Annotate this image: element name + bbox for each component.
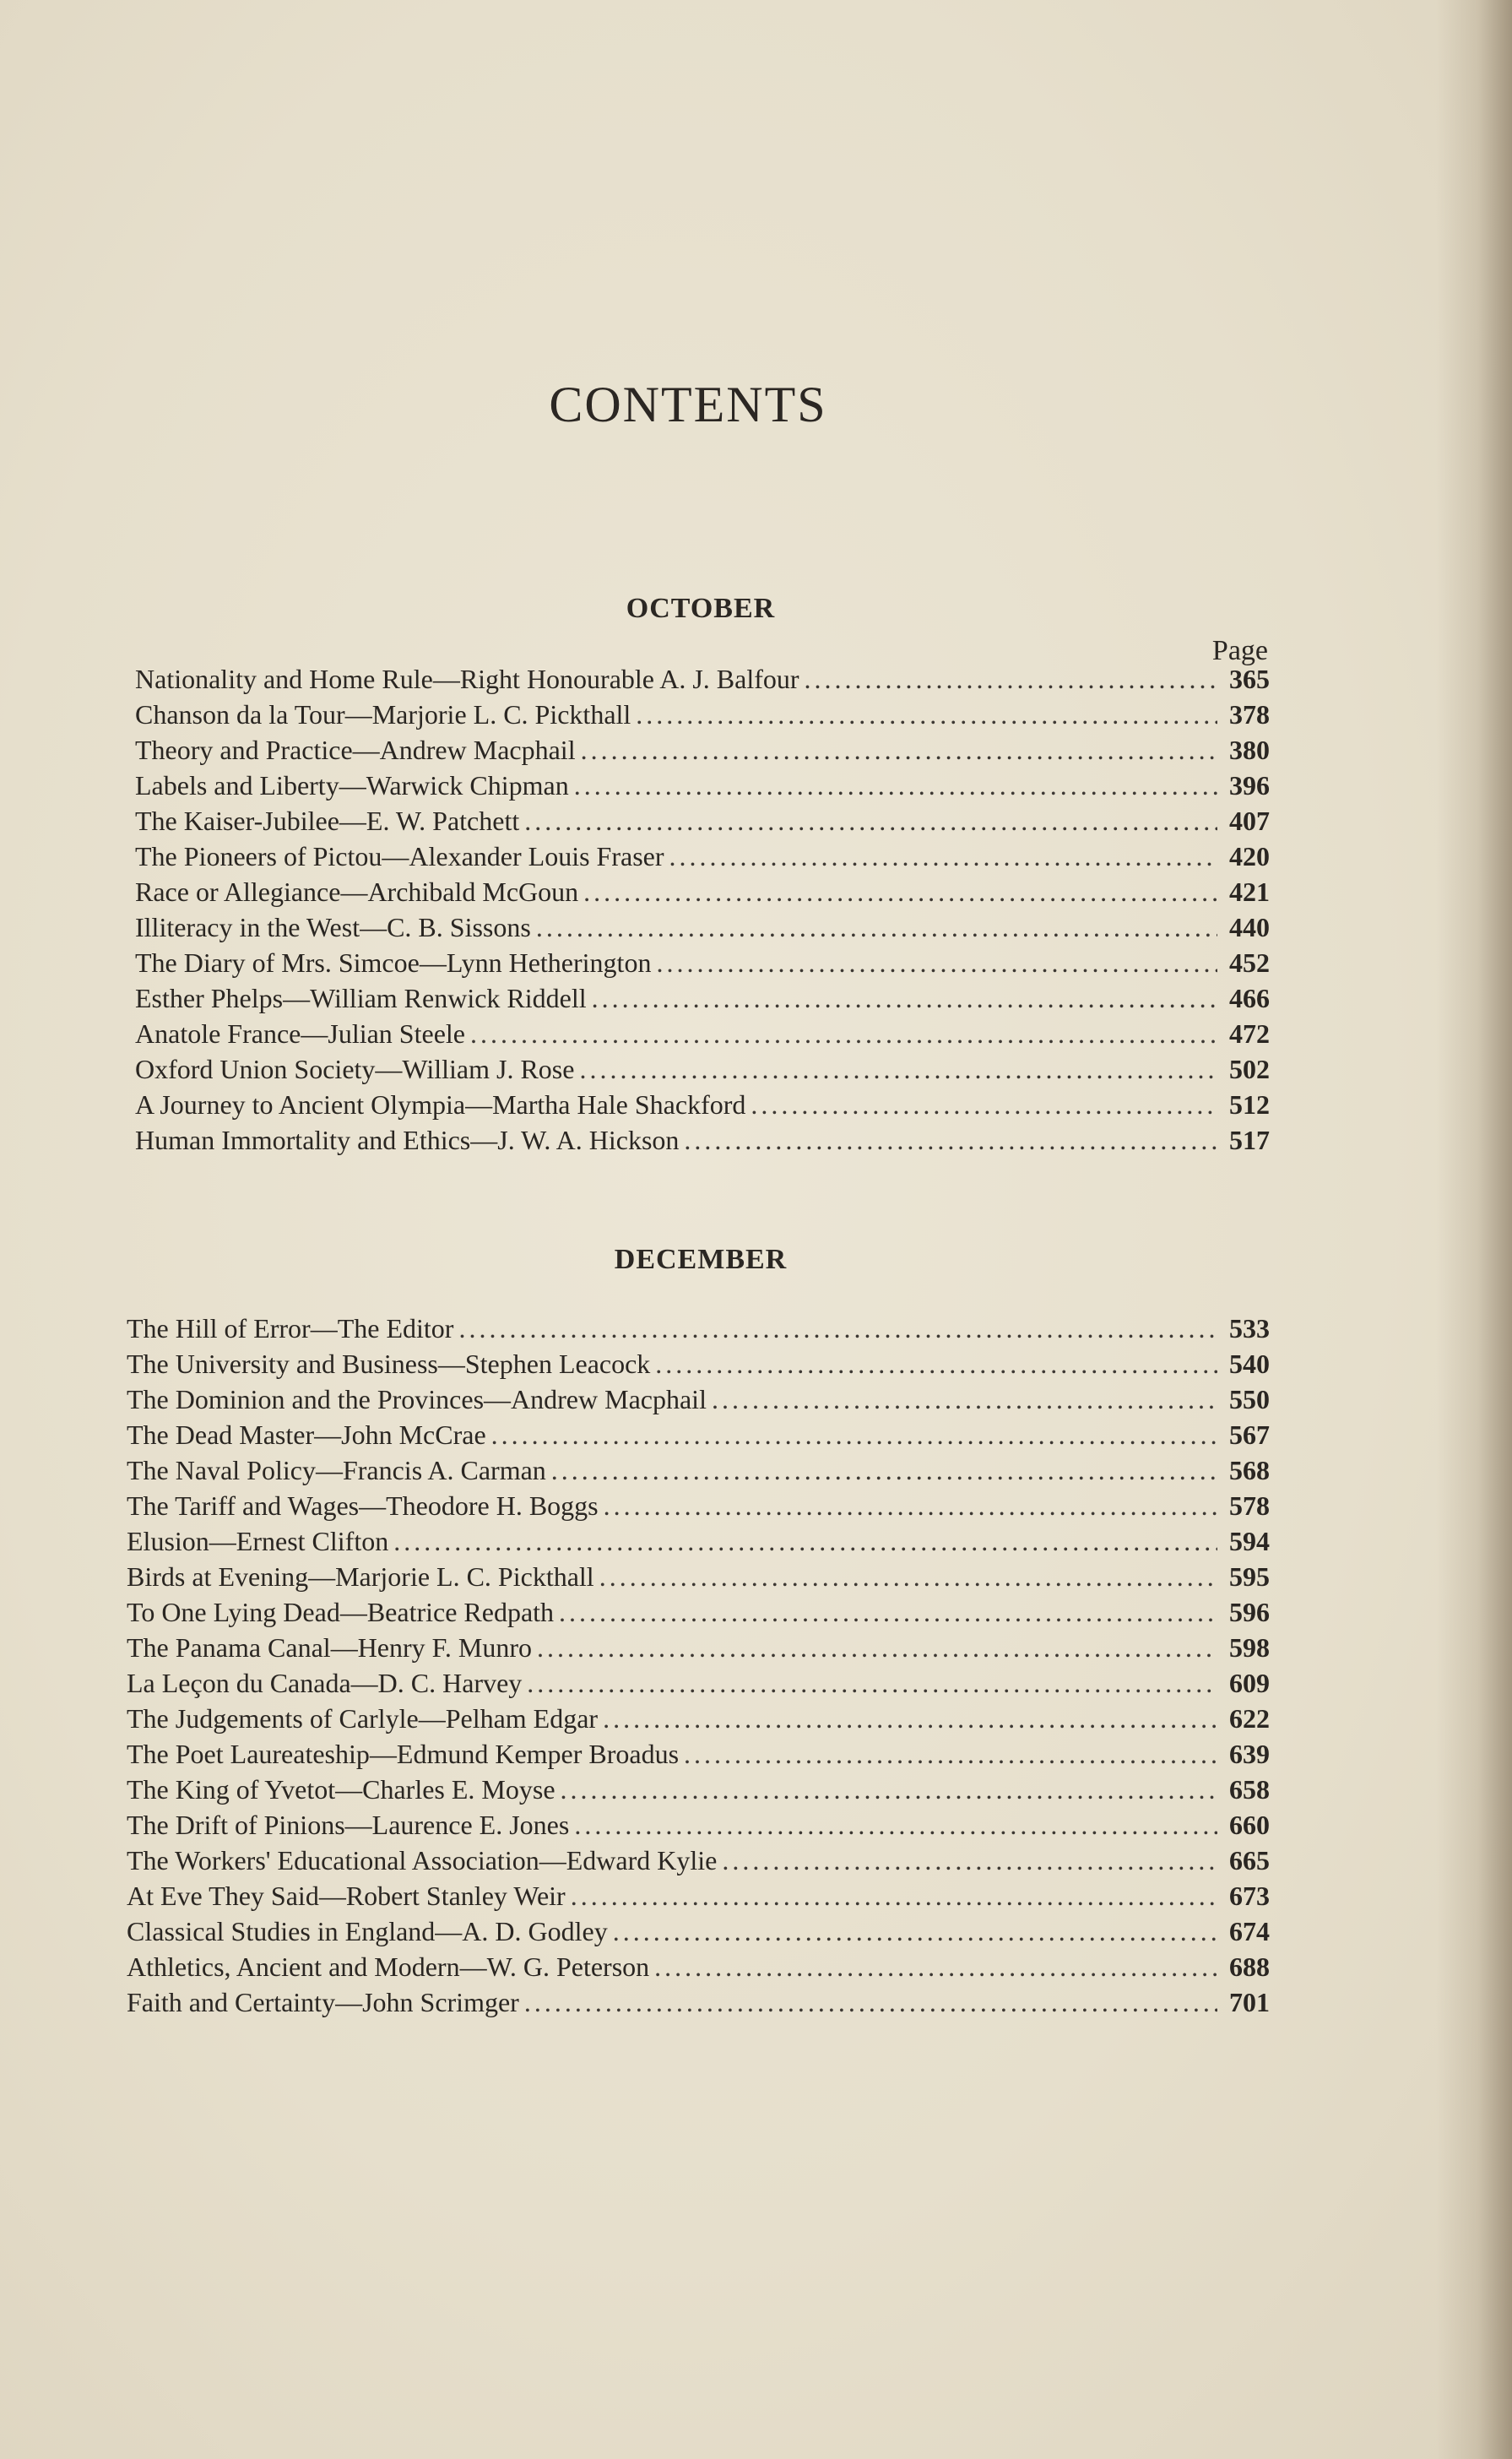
page-column-label: Page xyxy=(1211,635,1268,666)
toc-entry-title: La Leçon du Canada—D. C. Harvey xyxy=(127,1668,523,1698)
toc-entry xyxy=(127,1346,1270,1381)
toc-entry-title: The Judgements of Carlyle—Pelham Edgar xyxy=(127,1703,599,1734)
toc-entry xyxy=(127,1311,1270,1346)
toc-entry xyxy=(127,1701,1270,1736)
toc-entry xyxy=(127,1417,1270,1452)
toc-entry-title: At Eve They Said—Robert Stanley Weir xyxy=(127,1881,566,1911)
toc-entry-page: 665 xyxy=(1229,1845,1270,1875)
toc-entry-title: Athletics, Ancient and Modern—W. G. Peterson xyxy=(127,1951,650,1982)
dot-leader xyxy=(537,1630,1217,1665)
toc-entry xyxy=(135,1051,1270,1087)
toc-entry xyxy=(127,1559,1270,1594)
toc-entry-title: The Dead Master—John McCrae xyxy=(127,1419,486,1450)
toc-entry-title: Elusion—Ernest Clifton xyxy=(127,1526,389,1556)
toc-entry-page: 378 xyxy=(1229,699,1270,730)
dot-leader xyxy=(393,1523,1217,1559)
toc-entry-title: The Pioneers of Pictou—Alexander Louis Fraser xyxy=(135,841,664,871)
dot-leader xyxy=(592,980,1217,1016)
toc-entry-title: The Drift of Pinions—Laurence E. Jones xyxy=(127,1810,570,1840)
dot-leader xyxy=(669,839,1217,874)
toc-entry-page: 452 xyxy=(1229,947,1270,978)
toc-entry xyxy=(127,1381,1270,1417)
dot-leader xyxy=(712,1381,1217,1417)
dot-leader xyxy=(636,697,1217,732)
toc-entry-title: Race or Allegiance—Archibald McGoun xyxy=(135,877,579,907)
toc-entry-page: 622 xyxy=(1229,1703,1270,1734)
toc-entry-title: Anatole France—Julian Steele xyxy=(135,1018,465,1049)
dot-leader xyxy=(551,1452,1217,1488)
toc-entry-page: 658 xyxy=(1229,1774,1270,1805)
dot-leader xyxy=(613,1913,1217,1949)
dot-leader xyxy=(654,1949,1217,1984)
toc-entry-title: The King of Yvetot—Charles E. Moyse xyxy=(127,1774,555,1805)
dot-leader xyxy=(603,1701,1217,1736)
dot-leader xyxy=(684,1122,1217,1158)
dot-leader xyxy=(751,1087,1217,1122)
toc-entry-title: The Poet Laureateship—Edmund Kemper Broadus xyxy=(127,1739,680,1769)
section-heading-october: OCTOBER xyxy=(626,593,776,624)
toc-entry-page: 396 xyxy=(1229,770,1270,801)
toc-entry-page: 420 xyxy=(1229,841,1270,871)
page-title: CONTENTS xyxy=(549,377,827,432)
dot-leader xyxy=(561,1772,1217,1807)
toc-entry-title: The Tariff and Wages—Theodore H. Boggs xyxy=(127,1490,599,1521)
toc-entry-title: Theory and Practice—Andrew Macphail xyxy=(135,735,576,765)
toc-entry xyxy=(127,1736,1270,1772)
toc-entry-page: 380 xyxy=(1229,735,1270,765)
toc-entry xyxy=(127,1630,1270,1665)
toc-entry-title: The University and Business—Stephen Leacock xyxy=(127,1349,651,1379)
dot-leader xyxy=(527,1665,1217,1701)
toc-entry-page: 673 xyxy=(1229,1881,1270,1911)
toc-entry-page: 701 xyxy=(1229,1987,1270,2017)
toc-entry xyxy=(135,697,1270,732)
toc-entry-page: 512 xyxy=(1229,1089,1270,1120)
dot-leader xyxy=(722,1843,1217,1878)
toc-entry-page: 596 xyxy=(1229,1597,1270,1627)
toc-entry-page: 567 xyxy=(1229,1419,1270,1450)
toc-entry xyxy=(135,768,1270,803)
toc-entry xyxy=(127,1452,1270,1488)
dot-leader xyxy=(805,661,1217,697)
toc-entry-title: Classical Studies in England—A. D. Godley xyxy=(127,1916,608,1946)
toc-entry-page: 365 xyxy=(1229,664,1270,694)
toc-entry-page: 550 xyxy=(1229,1384,1270,1414)
toc-entry-page: 609 xyxy=(1229,1668,1270,1698)
toc-entry xyxy=(127,1878,1270,1913)
toc-entry-title: A Journey to Ancient Olympia—Martha Hale Shackford xyxy=(135,1089,746,1120)
toc-entry-title: Faith and Certainty—John Scrimger xyxy=(127,1987,519,2017)
toc-list-october xyxy=(135,661,1270,1158)
toc-entry xyxy=(135,839,1270,874)
dot-leader xyxy=(559,1594,1217,1630)
toc-entry-title: Esther Phelps—William Renwick Riddell xyxy=(135,983,587,1013)
dot-leader xyxy=(579,1051,1217,1087)
dot-leader xyxy=(684,1736,1217,1772)
toc-entry-title: The Naval Policy—Francis A. Carman xyxy=(127,1455,546,1485)
toc-entry xyxy=(135,874,1270,909)
dot-leader xyxy=(458,1311,1217,1346)
toc-entry-title: To One Lying Dead—Beatrice Redpath xyxy=(127,1597,555,1627)
toc-entry-page: 472 xyxy=(1229,1018,1270,1049)
toc-entry-page: 688 xyxy=(1229,1951,1270,1982)
toc-entry-title: The Dominion and the Provinces—Andrew Macphail xyxy=(127,1384,707,1414)
toc-entry xyxy=(135,1087,1270,1122)
toc-entry xyxy=(127,1807,1270,1843)
dot-leader xyxy=(524,1984,1217,2020)
dot-leader xyxy=(583,874,1217,909)
toc-entry xyxy=(127,1843,1270,1878)
dot-leader xyxy=(574,1807,1217,1843)
dot-leader xyxy=(536,909,1217,945)
toc-entry-page: 594 xyxy=(1229,1526,1270,1556)
toc-entry xyxy=(127,1913,1270,1949)
dot-leader xyxy=(599,1559,1217,1594)
dot-leader xyxy=(571,1878,1217,1913)
toc-entry-page: 674 xyxy=(1229,1916,1270,1946)
toc-entry-title: Human Immortality and Ethics—J. W. A. Hickson xyxy=(135,1125,680,1155)
toc-entry-page: 407 xyxy=(1229,806,1270,836)
toc-entry-title: Labels and Liberty—Warwick Chipman xyxy=(135,770,569,801)
toc-entry-title: The Diary of Mrs. Simcoe—Lynn Hetherington xyxy=(135,947,652,978)
toc-entry xyxy=(135,1122,1270,1158)
toc-entry xyxy=(135,732,1270,768)
toc-entry xyxy=(127,1488,1270,1523)
toc-entry-page: 533 xyxy=(1229,1313,1270,1343)
toc-entry-title: The Hill of Error—The Editor xyxy=(127,1313,454,1343)
toc-entry xyxy=(127,1665,1270,1701)
dot-leader xyxy=(491,1417,1217,1452)
dot-leader xyxy=(470,1016,1217,1051)
dot-leader xyxy=(574,768,1217,803)
toc-entry-page: 595 xyxy=(1229,1561,1270,1592)
dot-leader xyxy=(581,732,1217,768)
toc-entry xyxy=(127,1772,1270,1807)
toc-entry xyxy=(127,1949,1270,1984)
toc-entry xyxy=(135,661,1270,697)
toc-entry-page: 466 xyxy=(1229,983,1270,1013)
toc-entry xyxy=(135,980,1270,1016)
toc-entry-page: 540 xyxy=(1229,1349,1270,1379)
toc-entry-title: Chanson da la Tour—Marjorie L. C. Pickthall xyxy=(135,699,631,730)
dot-leader xyxy=(655,1346,1217,1381)
dot-leader xyxy=(604,1488,1217,1523)
toc-entry-title: Nationality and Home Rule—Right Honourable A. J. Balfour xyxy=(135,664,799,694)
section-heading-december: DECEMBER xyxy=(614,1244,788,1275)
page-edge-shadow xyxy=(1436,0,1512,2459)
toc-entry xyxy=(127,1984,1270,2020)
toc-entry-page: 598 xyxy=(1229,1632,1270,1663)
toc-entry-title: Illiteracy in the West—C. B. Sissons xyxy=(135,912,531,942)
toc-entry-page: 421 xyxy=(1229,877,1270,907)
toc-entry xyxy=(127,1594,1270,1630)
toc-entry-page: 639 xyxy=(1229,1739,1270,1769)
toc-entry-title: The Panama Canal—Henry F. Munro xyxy=(127,1632,532,1663)
toc-entry xyxy=(135,909,1270,945)
toc-entry-page: 502 xyxy=(1229,1054,1270,1084)
dot-leader xyxy=(656,945,1217,980)
toc-list-december xyxy=(127,1311,1270,2020)
toc-entry xyxy=(135,945,1270,980)
toc-entry xyxy=(135,1016,1270,1051)
toc-entry-title: The Kaiser-Jubilee—E. W. Patchett xyxy=(135,806,520,836)
toc-entry-page: 517 xyxy=(1229,1125,1270,1155)
toc-entry xyxy=(135,803,1270,839)
dot-leader xyxy=(524,803,1217,839)
toc-entry xyxy=(127,1523,1270,1559)
toc-entry-title: Oxford Union Society—William J. Rose xyxy=(135,1054,575,1084)
toc-entry-page: 660 xyxy=(1229,1810,1270,1840)
toc-entry-title: Birds at Evening—Marjorie L. C. Pickthall xyxy=(127,1561,594,1592)
toc-entry-page: 440 xyxy=(1229,912,1270,942)
toc-entry-page: 568 xyxy=(1229,1455,1270,1485)
toc-entry-title: The Workers' Educational Association—Edward Kylie xyxy=(127,1845,718,1875)
toc-entry-page: 578 xyxy=(1229,1490,1270,1521)
